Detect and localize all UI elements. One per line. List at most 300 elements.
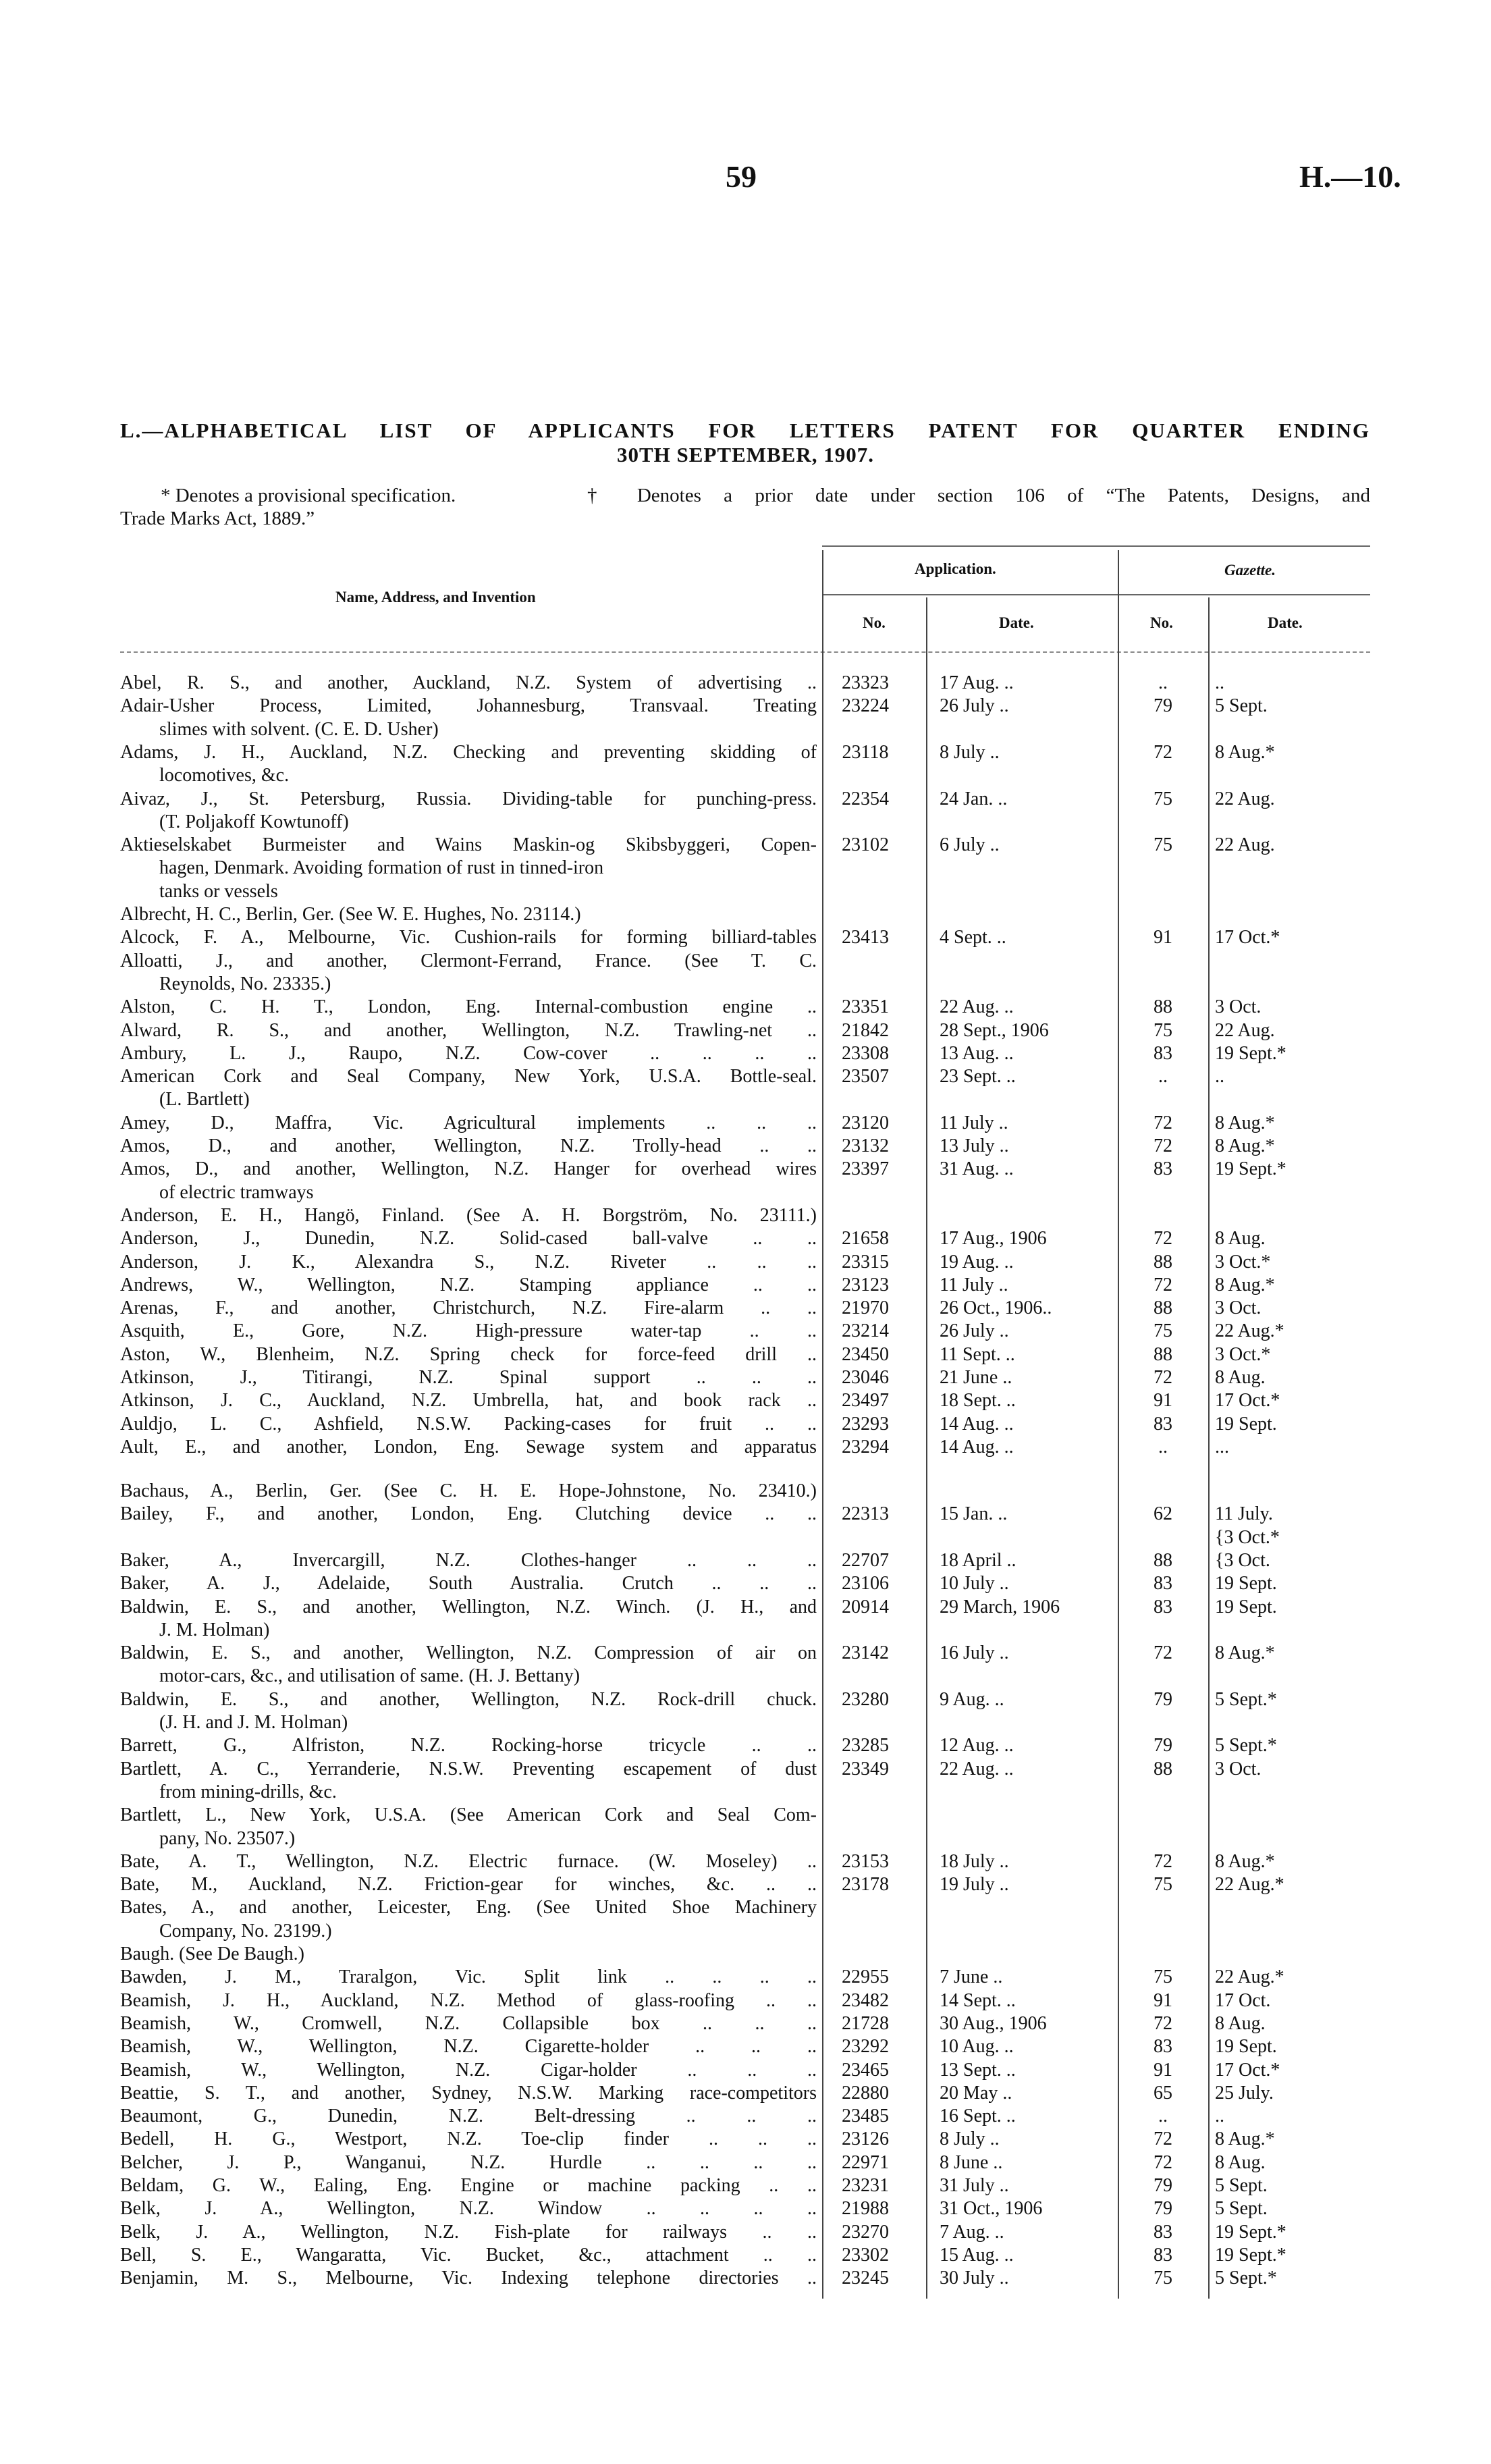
application-number: 23497 <box>842 1390 889 1412</box>
gazette-header: Gazette. <box>1224 562 1276 579</box>
gazette-date: 3 Oct.* <box>1215 1251 1271 1273</box>
table-row <box>0 1549 1491 1572</box>
entry-text: Bate, A. T., Wellington, N.Z. Electric furnace. (W. Moseley) .. <box>120 1850 817 1872</box>
entry-text-continued: tanks or vessels <box>159 880 278 902</box>
header-top-rule <box>822 545 1370 547</box>
entry-text: Beamish, W., Wellington, N.Z. Cigar-holder .. .. .. <box>120 2059 817 2081</box>
table-row <box>0 1019 1491 1042</box>
application-number: 23294 <box>842 1436 889 1457</box>
entry-text: American Cork and Seal Company, New York, U.S.A. Bottle-seal. <box>120 1066 817 1088</box>
gazette-date: 22 Aug.* <box>1215 1966 1284 1988</box>
provisional-note: * Denotes a provisional specification. <box>161 485 456 506</box>
gazette-number: 72 <box>1154 2128 1172 2150</box>
table-row <box>0 1065 1491 1088</box>
table-row <box>0 2244 1491 2267</box>
entry-text: Aktieselskabet Burmeister and Wains Maskin-og Skibsbyggeri, Copen- <box>120 834 817 856</box>
entry-text: Atkinson, J., Titirangi, N.Z. Spinal support .. .. .. <box>120 1367 817 1388</box>
application-number: 22880 <box>842 2082 889 2104</box>
entry-text: Adair-Usher Process, Limited, Johannesburg, Transvaal. Treating <box>120 695 817 717</box>
entry-text: Beamish, W., Cromwell, N.Z. Collapsible box .. .. .. <box>120 2012 817 2034</box>
gazette-number: 83 <box>1154 2221 1172 2243</box>
gazette-number: 91 <box>1154 1989 1172 2011</box>
table-row <box>0 1920 1491 1943</box>
application-number: 23153 <box>842 1850 889 1872</box>
application-date: 18 Sept. .. <box>940 1390 1016 1412</box>
gazette-number: 72 <box>1154 1367 1172 1388</box>
application-number: 23485 <box>842 2106 889 2127</box>
application-date: 13 Aug. .. <box>940 1042 1014 1064</box>
application-number: 23507 <box>842 1066 889 1088</box>
gazette-date: 17 Oct.* <box>1215 927 1280 948</box>
gazette-number: 72 <box>1154 1135 1172 1156</box>
entry-text: Beldam, G. W., Ealing, Eng. Engine or machine packing .. .. <box>120 2175 817 2197</box>
table-row <box>0 1665 1491 1688</box>
gazette-number: 75 <box>1154 834 1172 856</box>
name-column-header: Name, Address, and Invention <box>335 589 536 606</box>
gazette-date: 22 Aug. <box>1215 788 1275 809</box>
application-date: 31 Aug. .. <box>940 1158 1014 1180</box>
header-mid-rule <box>822 594 1370 595</box>
application-date: 31 July .. <box>940 2175 1009 2197</box>
gazette-date: .. <box>1215 1066 1224 1088</box>
gazette-number: .. <box>1158 672 1168 693</box>
entry-text: Amos, D., and another, Wellington, N.Z. Trolly-head .. .. <box>120 1135 817 1156</box>
entry-text: Arenas, F., and another, Christchurch, N.Z. Fire-alarm .. .. <box>120 1297 817 1319</box>
entry-text: Baugh. (See De Baugh.) <box>120 1944 304 1965</box>
table-row <box>0 1688 1491 1711</box>
application-number: 23270 <box>842 2221 889 2243</box>
application-date: 8 July .. <box>940 2128 1000 2150</box>
application-date: 14 Aug. .. <box>940 1413 1014 1435</box>
application-date: 24 Jan. .. <box>940 788 1008 809</box>
table-row <box>0 741 1491 764</box>
gazette-date: 17 Oct.* <box>1215 2059 1280 2081</box>
application-date: 31 Oct., 1906 <box>940 2198 1043 2220</box>
entry-text: Ault, E., and another, London, Eng. Sewage system and apparatus <box>120 1436 817 1457</box>
application-number: 23465 <box>842 2059 889 2081</box>
application-number: 23224 <box>842 695 889 717</box>
application-date: 9 Aug. .. <box>940 1688 1004 1710</box>
table-row <box>0 2128 1491 2151</box>
gazette-number: 88 <box>1154 1343 1172 1365</box>
gazette-number: 83 <box>1154 1158 1172 1180</box>
application-number: 23178 <box>842 1874 889 1896</box>
application-number: 21658 <box>842 1228 889 1250</box>
application-date: 14 Sept. .. <box>940 1989 1016 2011</box>
application-number: 23302 <box>842 2244 889 2266</box>
table-row <box>0 2267 1491 2290</box>
application-number: 23123 <box>842 1274 889 1295</box>
entry-text-continued: Reynolds, No. 23335.) <box>159 973 331 994</box>
entry-text: Albrecht, H. C., Berlin, Ger. (See W. E. Hughes, No. 23114.) <box>120 904 581 925</box>
gazette-number: .. <box>1158 1436 1168 1457</box>
entry-text: Baker, A. J., Adelaide, South Australia. Crutch .. .. .. <box>120 1573 817 1595</box>
gazette-date: 8 Aug. <box>1215 2012 1266 2034</box>
entry-text-continued: (L. Bartlett) <box>159 1089 250 1110</box>
table-row <box>0 1619 1491 1642</box>
gazette-date: 22 Aug. <box>1215 834 1275 856</box>
table-row <box>0 1989 1491 2012</box>
gazette-number: 72 <box>1154 741 1172 763</box>
entry-text: Bell, S. E., Wangaratta, Vic. Bucket, &c., attachment .. .. <box>120 2244 817 2266</box>
application-number: 22354 <box>842 788 889 809</box>
gazette-date: 5 Sept.* <box>1215 2268 1277 2289</box>
application-number: 23450 <box>842 1343 889 1365</box>
application-number: 23308 <box>842 1042 889 1064</box>
application-number: 23106 <box>842 1573 889 1595</box>
table-row <box>0 1343 1491 1366</box>
gazette-number: 88 <box>1154 1251 1172 1273</box>
table-row <box>0 1251 1491 1274</box>
table-row <box>0 1781 1491 1804</box>
application-number: 23126 <box>842 2128 889 2150</box>
gazette-number: 83 <box>1154 2036 1172 2058</box>
application-number: 21842 <box>842 1019 889 1041</box>
entry-text: Anderson, E. H., Hangö, Finland. (See A. H. Borgström, No. 23111.) <box>120 1204 817 1226</box>
table-row <box>0 1135 1491 1158</box>
application-date: 16 Sept. .. <box>940 2106 1016 2127</box>
entry-text-continued: (J. H. and J. M. Holman) <box>159 1712 348 1734</box>
table-row <box>0 2151 1491 2174</box>
gazette-number: 79 <box>1154 2198 1172 2220</box>
prior-date-note: † Denotes a prior date under section 106 of “The Patents, Designs, and <box>587 485 1370 506</box>
application-date: 13 Sept. .. <box>940 2059 1016 2081</box>
application-number: 23132 <box>842 1135 889 1156</box>
application-number: 23118 <box>842 741 889 763</box>
gazette-date: 8 Aug. <box>1215 1228 1266 1250</box>
gazette-number: 75 <box>1154 1019 1172 1041</box>
entry-text-continued: Company, No. 23199.) <box>159 1920 332 1941</box>
gazette-number: 91 <box>1154 2059 1172 2081</box>
table-row <box>0 1297 1491 1320</box>
table-row <box>0 973 1491 996</box>
entry-text: Beamish, J. H., Auckland, N.Z. Method of glass-roofing .. .. <box>120 1989 817 2011</box>
table-row <box>0 1088 1491 1111</box>
table-row <box>0 1873 1491 1896</box>
gazette-date: 5 Sept. <box>1215 2198 1268 2220</box>
entry-text: Bedell, H. G., Westport, N.Z. Toe-clip finder .. .. .. <box>120 2128 817 2150</box>
table-row <box>0 764 1491 787</box>
entry-text-continued: of electric tramways <box>159 1181 314 1203</box>
entry-text: Andrews, W., Wellington, N.Z. Stamping appliance .. .. <box>120 1274 817 1295</box>
gazette-number: 75 <box>1154 1966 1172 1988</box>
table-row <box>0 1503 1491 1526</box>
table-row <box>0 1274 1491 1297</box>
application-number: 23315 <box>842 1251 889 1273</box>
gazette-number: 75 <box>1154 2268 1172 2289</box>
application-date: 19 July .. <box>940 1874 1009 1896</box>
gazette-date: 22 Aug. <box>1215 1019 1275 1041</box>
table-row <box>0 950 1491 973</box>
gazette-date: {3 Oct. <box>1215 1549 1270 1571</box>
entry-text: Alloatti, J., and another, Clermont-Ferrand, France. (See T. C. <box>120 950 817 971</box>
application-date: 29 March, 1906 <box>940 1596 1060 1617</box>
gazette-number: 72 <box>1154 1274 1172 1295</box>
entry-text: Barrett, G., Alfriston, N.Z. Rocking-horse tricycle .. .. <box>120 1735 817 1757</box>
entry-text: Aivaz, J., St. Petersburg, Russia. Dividing-table for punching-press. <box>120 788 817 809</box>
gazette-number: 88 <box>1154 996 1172 1018</box>
gaz-no-header: No. <box>1150 614 1173 631</box>
gazette-date: 8 Aug.* <box>1215 1274 1275 1295</box>
application-date: 13 July .. <box>940 1135 1009 1156</box>
gazette-date: 3 Oct. <box>1215 1297 1262 1319</box>
entry-text: Asquith, E., Gore, N.Z. High-pressure water-tap .. .. <box>120 1320 817 1342</box>
application-date: 22 Aug. .. <box>940 1758 1014 1779</box>
table-row <box>0 1320 1491 1343</box>
application-number: 21988 <box>842 2198 889 2220</box>
entry-text: Bailey, F., and another, London, Eng. Clutching device .. .. <box>120 1503 817 1525</box>
gazette-date: 3 Oct. <box>1215 996 1262 1018</box>
entry-text: Amos, D., and another, Wellington, N.Z. Hanger for overhead wires <box>120 1158 817 1180</box>
gazette-date: 8 Aug.* <box>1215 1850 1275 1872</box>
application-header: Application. <box>915 560 996 577</box>
entry-text: Beaumont, G., Dunedin, N.Z. Belt-dressing .. .. .. <box>120 2106 817 2127</box>
table-row <box>0 1943 1491 1966</box>
table-row <box>0 1436 1491 1459</box>
gazette-number: 72 <box>1154 1228 1172 1250</box>
application-number: 23351 <box>842 996 889 1018</box>
gazette-date: 19 Sept.* <box>1215 1158 1286 1180</box>
table-row <box>0 996 1491 1019</box>
application-number: 21970 <box>842 1297 889 1319</box>
table-row <box>0 1711 1491 1734</box>
application-number: 20914 <box>842 1596 889 1617</box>
application-number: 23214 <box>842 1320 889 1342</box>
table-row <box>0 1366 1491 1389</box>
entry-text: Amey, D., Maffra, Vic. Agricultural implements .. .. .. <box>120 1112 817 1133</box>
gazette-number: 62 <box>1154 1503 1172 1525</box>
table-row <box>0 1204 1491 1227</box>
gazette-number: 72 <box>1154 1850 1172 1872</box>
gazette-number: .. <box>1158 2106 1168 2127</box>
gazette-date: 3 Oct.* <box>1215 1343 1271 1365</box>
table-row <box>0 1966 1491 1989</box>
gazette-number: 88 <box>1154 1549 1172 1571</box>
table-row <box>0 1158 1491 1181</box>
app-date-header: Date. <box>999 614 1034 631</box>
entry-text-continued: hagen, Denmark. Avoiding formation of rust in tinned-iron <box>159 857 604 879</box>
application-date: 17 Aug., 1906 <box>940 1228 1047 1250</box>
application-date: 15 Aug. .. <box>940 2244 1014 2266</box>
table-row <box>0 1596 1491 1619</box>
entry-text: Beamish, W., Wellington, N.Z. Cigarette-holder .. .. .. <box>120 2036 817 2058</box>
gazette-number: 79 <box>1154 2175 1172 2197</box>
entry-text-continued: locomotives, &c. <box>159 765 290 786</box>
entry-text: Bate, M., Auckland, N.Z. Friction-gear for winches, &c. .. .. <box>120 1874 817 1896</box>
application-date: 4 Sept. .. <box>940 927 1006 948</box>
gazette-date: 8 Aug. <box>1215 1367 1266 1388</box>
entry-text-continued: J. M. Holman) <box>159 1619 270 1640</box>
table-row <box>0 2105 1491 2128</box>
gazette-number: 72 <box>1154 1642 1172 1664</box>
table-row <box>0 1526 1491 1549</box>
application-date: 17 Aug. .. <box>940 672 1014 693</box>
table-row <box>0 903 1491 926</box>
entry-text: Bates, A., and another, Leicester, Eng. (See United Shoe Machinery <box>120 1897 817 1919</box>
table-row <box>0 1734 1491 1757</box>
entry-text: Abel, R. S., and another, Auckland, N.Z. System of advertising .. <box>120 672 817 693</box>
application-date: 18 July .. <box>940 1850 1009 1872</box>
table-row <box>0 880 1491 903</box>
gazette-number: 75 <box>1154 1320 1172 1342</box>
page-reference: H.—10. <box>1299 159 1401 194</box>
gazette-number: 83 <box>1154 2244 1172 2266</box>
table-row <box>0 1758 1491 1781</box>
gaz-date-header: Date. <box>1268 614 1303 631</box>
gazette-number: 79 <box>1154 1688 1172 1710</box>
gazette-date: 5 Sept.* <box>1215 1688 1277 1710</box>
table-row <box>0 834 1491 857</box>
application-number: 22707 <box>842 1549 889 1571</box>
application-number: 23293 <box>842 1413 889 1435</box>
gazette-date: 8 Aug.* <box>1215 1112 1275 1133</box>
entry-text: Adams, J. H., Auckland, N.Z. Checking and preventing skidding of <box>120 741 817 763</box>
gazette-date: 19 Sept.* <box>1215 2244 1286 2266</box>
entry-text: Atkinson, J. C., Auckland, N.Z. Umbrella, hat, and book rack .. <box>120 1390 817 1412</box>
gazette-date: 8 Aug.* <box>1215 2128 1275 2150</box>
gazette-number: 83 <box>1154 1596 1172 1617</box>
application-date: 11 July .. <box>940 1112 1008 1133</box>
application-number: 23292 <box>842 2036 889 2058</box>
gazette-date: {3 Oct.* <box>1215 1526 1280 1548</box>
application-number: 22955 <box>842 1966 889 1988</box>
table-row <box>0 2012 1491 2035</box>
table-row <box>0 2059 1491 2082</box>
application-number: 23397 <box>842 1158 889 1180</box>
gazette-number: 65 <box>1154 2082 1172 2104</box>
application-date: 16 July .. <box>940 1642 1009 1664</box>
table-row <box>0 718 1491 741</box>
gazette-date: 17 Oct. <box>1215 1989 1271 2011</box>
application-number: 23413 <box>842 927 889 948</box>
table-row <box>0 811 1491 834</box>
table-row <box>0 672 1491 695</box>
list-title: L.—ALPHABETICAL LIST OF APPLICANTS FOR LETTERS PATENT FOR QUARTER ENDING <box>120 419 1370 442</box>
entry-text-continued: (T. Poljakoff Kowtunoff) <box>159 811 349 832</box>
entry-text: Anderson, J., Dunedin, N.Z. Solid-cased ball-valve .. .. <box>120 1228 817 1250</box>
application-number: 23142 <box>842 1642 889 1664</box>
entry-text: Belk, J. A., Wellington, N.Z. Window .. .. .. .. <box>120 2198 817 2220</box>
gazette-date: 11 July. <box>1215 1503 1273 1525</box>
gazette-date: 5 Sept. <box>1215 2175 1268 2197</box>
gazette-number: 72 <box>1154 1112 1172 1133</box>
gazette-date: 22 Aug.* <box>1215 1874 1284 1896</box>
list-subtitle: 30TH SEPTEMBER, 1907. <box>617 443 874 466</box>
table-row <box>0 926 1491 949</box>
entry-text: Benjamin, M. S., Melbourne, Vic. Indexing telephone directories .. <box>120 2268 817 2289</box>
table-row <box>0 1112 1491 1135</box>
application-number: 23245 <box>842 2268 889 2289</box>
table-row <box>0 1850 1491 1873</box>
gazette-number: 72 <box>1154 2012 1172 2034</box>
table-row <box>0 1896 1491 1919</box>
application-date: 21 June .. <box>940 1367 1012 1388</box>
application-number: 22313 <box>842 1503 889 1525</box>
gazette-date: 19 Sept. <box>1215 1413 1277 1435</box>
table-row <box>0 695 1491 718</box>
table-row <box>0 2174 1491 2197</box>
table-row <box>0 1642 1491 1665</box>
gazette-number: 88 <box>1154 1297 1172 1319</box>
prior-date-note-continued: Trade Marks Act, 1889.” <box>120 508 315 529</box>
application-date: 26 Oct., 1906.. <box>940 1297 1052 1319</box>
gazette-date: .. <box>1215 2106 1224 2127</box>
application-date: 11 Sept. .. <box>940 1343 1015 1365</box>
table-row <box>0 2082 1491 2105</box>
entry-text: Bartlett, L., New York, U.S.A. (See American Cork and Seal Com- <box>120 1804 817 1826</box>
gazette-date: 8 Aug.* <box>1215 1135 1275 1156</box>
application-date: 20 May .. <box>940 2082 1012 2104</box>
gazette-date: .. <box>1215 672 1224 693</box>
application-date: 8 June .. <box>940 2151 1003 2173</box>
entry-text: Alston, C. H. T., London, Eng. Internal-combustion engine .. <box>120 996 817 1018</box>
application-number: 23120 <box>842 1112 889 1133</box>
application-date: 6 July .. <box>940 834 1000 856</box>
gazette-date: ... <box>1215 1436 1229 1457</box>
gazette-date: 19 Sept.* <box>1215 1042 1286 1064</box>
application-number: 23285 <box>842 1735 889 1757</box>
application-number: 23482 <box>842 1989 889 2011</box>
application-number: 23349 <box>842 1758 889 1779</box>
gazette-number: 88 <box>1154 1758 1172 1779</box>
gazette-date: 8 Aug. <box>1215 2151 1266 2173</box>
gazette-number: 75 <box>1154 1874 1172 1896</box>
gazette-number: 79 <box>1154 1735 1172 1757</box>
application-date: 7 June .. <box>940 1966 1003 1988</box>
application-number: 23280 <box>842 1688 889 1710</box>
gazette-number: .. <box>1158 1066 1168 1088</box>
gazette-date: 8 Aug.* <box>1215 1642 1275 1664</box>
application-date: 12 Aug. .. <box>940 1735 1014 1757</box>
entry-text: Bawden, J. M., Traralgon, Vic. Split link .. .. .. .. <box>120 1966 817 1988</box>
entry-text: Bachaus, A., Berlin, Ger. (See C. H. E. Hope-Johnstone, No. 23410.) <box>120 1480 817 1502</box>
gazette-date: 5 Sept.* <box>1215 1735 1277 1757</box>
entry-text: Baldwin, E. S., and another, Wellington, N.Z. Rock-drill chuck. <box>120 1688 817 1710</box>
gazette-date: 19 Sept. <box>1215 2036 1277 2058</box>
gazette-date: 19 Sept.* <box>1215 2221 1286 2243</box>
gazette-date: 5 Sept. <box>1215 695 1268 717</box>
table-row <box>0 788 1491 811</box>
gazette-date: 17 Oct.* <box>1215 1390 1280 1412</box>
gazette-date: 8 Aug.* <box>1215 741 1275 763</box>
gazette-number: 83 <box>1154 1413 1172 1435</box>
entry-text: Bartlett, A. C., Yerranderie, N.S.W. Preventing escapement of dust <box>120 1758 817 1779</box>
table-row <box>0 1480 1491 1503</box>
gazette-date: 19 Sept. <box>1215 1596 1277 1617</box>
application-date: 7 Aug. .. <box>940 2221 1004 2243</box>
entry-text: Baldwin, E. S., and another, Wellington, N.Z. Winch. (J. H., and <box>120 1596 817 1617</box>
table-row <box>0 2035 1491 2058</box>
header-bottom-rule <box>120 651 1370 653</box>
application-date: 18 April .. <box>940 1549 1016 1571</box>
application-date: 30 Aug., 1906 <box>940 2012 1047 2034</box>
application-date: 26 July .. <box>940 1320 1009 1342</box>
entry-text: Belk, J. A., Wellington, N.Z. Fish-plate for railways .. .. <box>120 2221 817 2243</box>
application-date: 10 July .. <box>940 1573 1009 1595</box>
entry-text: Baldwin, E. S., and another, Wellington, N.Z. Compression of air on <box>120 1642 817 1664</box>
table-row <box>0 1827 1491 1850</box>
application-number: 21728 <box>842 2012 889 2034</box>
entry-text: Baker, A., Invercargill, N.Z. Clothes-hanger .. .. .. <box>120 1549 817 1571</box>
gazette-number: 72 <box>1154 2151 1172 2173</box>
gazette-date: 22 Aug.* <box>1215 1320 1284 1342</box>
table-row <box>0 857 1491 880</box>
gazette-number: 75 <box>1154 788 1172 809</box>
entry-text-continued: pany, No. 23507.) <box>159 1827 296 1849</box>
entry-text: Aston, W., Blenheim, N.Z. Spring check for force-feed drill .. <box>120 1343 817 1365</box>
gazette-number: 91 <box>1154 1390 1172 1412</box>
application-date: 23 Sept. .. <box>940 1066 1016 1088</box>
